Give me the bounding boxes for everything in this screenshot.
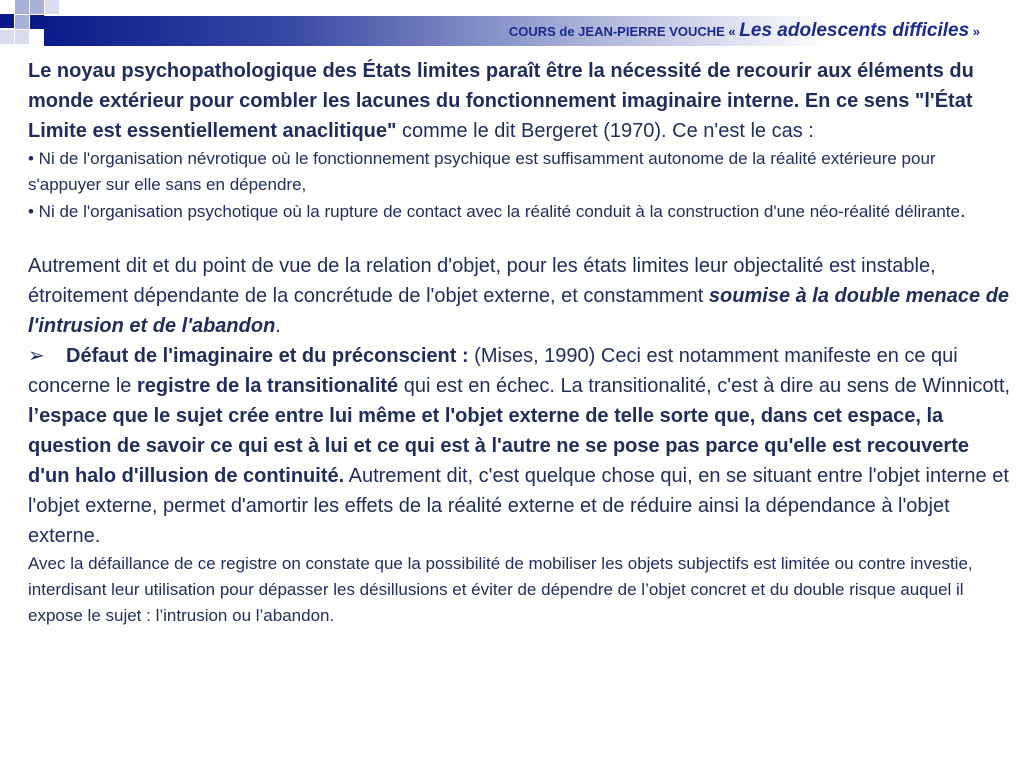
- p3-bold-1: Défaut de l'imaginaire et du préconscient :: [66, 345, 469, 367]
- deco-square: [0, 14, 14, 28]
- deco-square: [0, 30, 14, 44]
- p3-bold-2: registre de la transitionalité: [136, 375, 399, 397]
- paragraph-2: [28, 251, 1012, 341]
- header-suffix: »: [972, 24, 980, 39]
- bullet-mark: •: [28, 202, 34, 221]
- slide-body: [28, 56, 1012, 629]
- bullet-1: [28, 146, 1012, 198]
- deco-square: [15, 15, 29, 29]
- bullet-1-text: Ni de l'organisation névrotique où le fonctionnement psychique est suffisamment autonome de la réalité extérieure pour s'appuyer sur elle sans en dépendre,: [28, 149, 936, 194]
- deco-square: [45, 0, 59, 14]
- p3-text-2: qui est en échec. La transitionalité, c'est à dire au sens de Winnicott,: [398, 375, 1011, 397]
- header-prefix: COURS de JEAN-PIERRE VOUCHE «: [508, 24, 736, 39]
- bullet-2-end: .: [959, 200, 966, 222]
- paragraph-1: [28, 56, 1012, 146]
- bullet-2: [28, 198, 1012, 225]
- bullet-2-text: Ni de l'organisation psychotique où la rupture de contact avec la réalité conduit à la construction d'une néo-réalité délirante: [33, 202, 960, 221]
- deco-square: [15, 30, 29, 44]
- p1-rest: comme le dit Bergeret (1970). Ce n'est le cas :: [396, 120, 814, 142]
- p1-bold: Le noyau psychopathologique des États limites paraît être la nécessité de recourir aux éléments du monde extérieur pour combler les lacunes du fonctionnement imaginaire interne. En ce sens "l'État Limite est essentiellement anaclitique": [28, 60, 974, 142]
- arrow-bullet-icon: ➢: [28, 345, 45, 367]
- deco-square: [30, 0, 44, 14]
- deco-square: [30, 15, 44, 29]
- spacer: [28, 225, 1012, 251]
- p2-emphasis: soumise à la double menace de l'intrusion et de l'abandon: [28, 285, 1010, 337]
- paragraph-4: Avec la défaillance de ce registre on constate que la possibilité de mobiliser les objets subjectifs est limitée ou contre investie, interdisant leur utilisation pour dépasser les désillusions et éviter de dépendre de l’objet concret et du double risque auquel il expose le sujet : l’intrusion ou l’abandon.: [28, 554, 973, 625]
- p3-text-3: Autrement dit, c'est quelque chose qui, en se situant entre l'objet interne et l'objet externe, permet d'amortir les effets de la réalité externe et de réduire ainsi la dépendance à l'objet externe.: [28, 465, 1009, 547]
- deco-square: [15, 0, 29, 14]
- p3-bold-3: l’espace que le sujet crée entre lui même et l'objet externe de telle sorte que, dans cet espace, la question de savoir ce qui est à lui et ce qui est à l'autre ne se pose pas parce qu'elle est recouverte d'un halo d'illusion de continuité.: [28, 405, 969, 487]
- p3-text-1: (Mises, 1990) Ceci est notamment manifeste en ce qui concerne le: [28, 345, 958, 397]
- p2-end: .: [275, 315, 281, 337]
- header-title: Les adolescents difficiles: [739, 20, 970, 41]
- bullet-mark: •: [28, 149, 34, 168]
- slide-header: [509, 20, 980, 42]
- paragraph-3: [28, 341, 1012, 551]
- p2-text: Autrement dit et du point de vue de la relation d'objet, pour les états limites leur objectalité est instable, étroitement dépendante de la concrétude de l'objet externe, et constamment: [28, 255, 936, 307]
